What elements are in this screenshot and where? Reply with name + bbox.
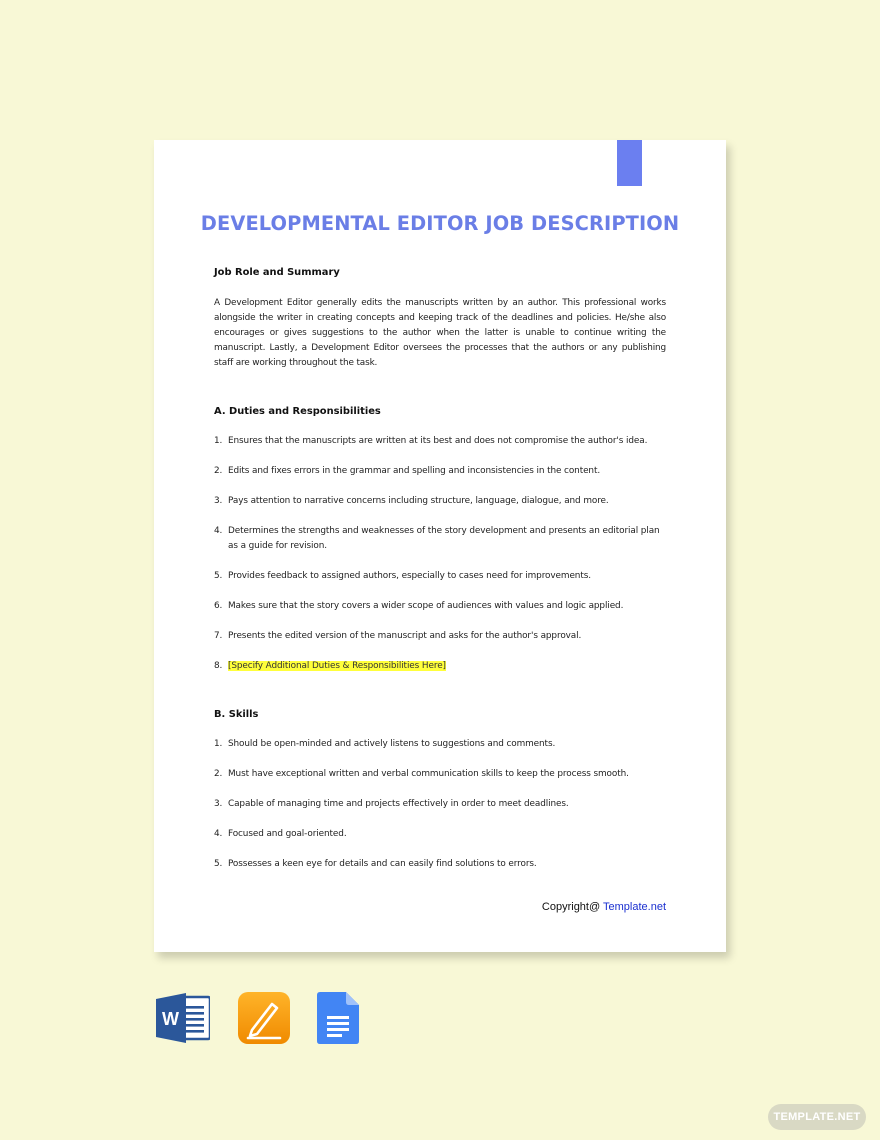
item-text: Pays attention to narrative concerns including structure, language, dialogue, and more. xyxy=(228,496,609,506)
item-text: Should be open-minded and actively listens to suggestions and comments. xyxy=(228,739,556,749)
item-text: Possesses a keen eye for details and can easily find solutions to errors. xyxy=(228,859,537,869)
copyright-line xyxy=(542,901,666,913)
item-text: Focused and goal-oriented. xyxy=(228,829,347,839)
document-title: DEVELOPMENTAL EDITOR JOB DESCRIPTION xyxy=(200,212,680,235)
item-number: 1. xyxy=(214,739,223,749)
microsoft-word-icon[interactable] xyxy=(156,993,210,1043)
item-number: 5. xyxy=(214,859,223,869)
item-number: 5. xyxy=(214,571,223,581)
item-number: 3. xyxy=(214,496,223,506)
duty-item xyxy=(214,524,666,554)
document-body xyxy=(214,266,666,872)
item-text: Edits and fixes errors in the grammar and spelling and inconsistencies in the content. xyxy=(228,466,601,476)
duty-item xyxy=(214,599,666,614)
svg-text:W: W xyxy=(162,1009,179,1029)
item-number: 4. xyxy=(214,829,223,839)
copyright-prefix: Copyright@ xyxy=(541,901,604,913)
apple-pages-icon[interactable] xyxy=(238,992,290,1044)
bookmark-tab xyxy=(617,140,642,186)
duties-list xyxy=(214,434,666,674)
watermark-badge: TEMPLATE.NET xyxy=(768,1104,866,1130)
skill-item xyxy=(214,797,666,812)
skill-item xyxy=(214,737,666,752)
duty-item xyxy=(214,434,666,449)
skills-heading: B. Skills xyxy=(214,709,259,720)
skill-item xyxy=(214,827,666,842)
placeholder-highlight[interactable]: [Specify Additional Duties & Responsibilities Here] xyxy=(228,661,446,671)
duty-item xyxy=(214,629,666,644)
duty-item xyxy=(214,494,666,509)
skill-item xyxy=(214,767,666,782)
item-text: Makes sure that the story covers a wider scope of audiences with values and logic applied. xyxy=(228,601,624,611)
skill-item xyxy=(214,857,666,872)
item-number: 1. xyxy=(214,436,223,446)
item-number: 2. xyxy=(214,466,223,476)
duties-heading: A. Duties and Responsibilities xyxy=(214,406,381,417)
item-number: 8. xyxy=(214,661,223,671)
item-text: Capable of managing time and projects effectively in order to meet deadlines. xyxy=(228,799,569,809)
item-number: 2. xyxy=(214,769,223,779)
document-page xyxy=(154,140,726,952)
item-number: 7. xyxy=(214,631,223,641)
summary-heading: Job Role and Summary xyxy=(214,267,340,278)
duty-item xyxy=(214,569,666,584)
copyright-link[interactable]: Template.net xyxy=(603,901,666,913)
item-text: Ensures that the manuscripts are written at its best and does not compromise the author's idea. xyxy=(228,436,648,446)
duty-item xyxy=(214,464,666,479)
google-docs-icon[interactable] xyxy=(317,992,359,1044)
item-text: Must have exceptional written and verbal communication skills to keep the process smooth. xyxy=(228,769,629,779)
item-number: 3. xyxy=(214,799,223,809)
item-number: 6. xyxy=(214,601,223,611)
item-text: Determines the strengths and weaknesses of the story development and presents an editorial plan as a guide for revision. xyxy=(228,526,660,551)
item-text: Presents the edited version of the manuscript and asks for the author's approval. xyxy=(228,631,582,641)
summary-paragraph: A Development Editor generally edits the manuscripts written by an author. This professional works alongside the writer in creating concepts and keeping track of the deadlines and policies. He/she also encourages or gives suggestions to the author when the latter is unable to continue writing the manuscript. Lastly, a Development Editor oversees the processes that the authors or any publishing staff are working throughout the task. xyxy=(214,298,666,368)
item-text: Provides feedback to assigned authors, especially to cases need for improvements. xyxy=(228,571,591,581)
item-number: 4. xyxy=(214,526,223,536)
duty-item xyxy=(214,659,666,674)
skills-list xyxy=(214,737,666,872)
